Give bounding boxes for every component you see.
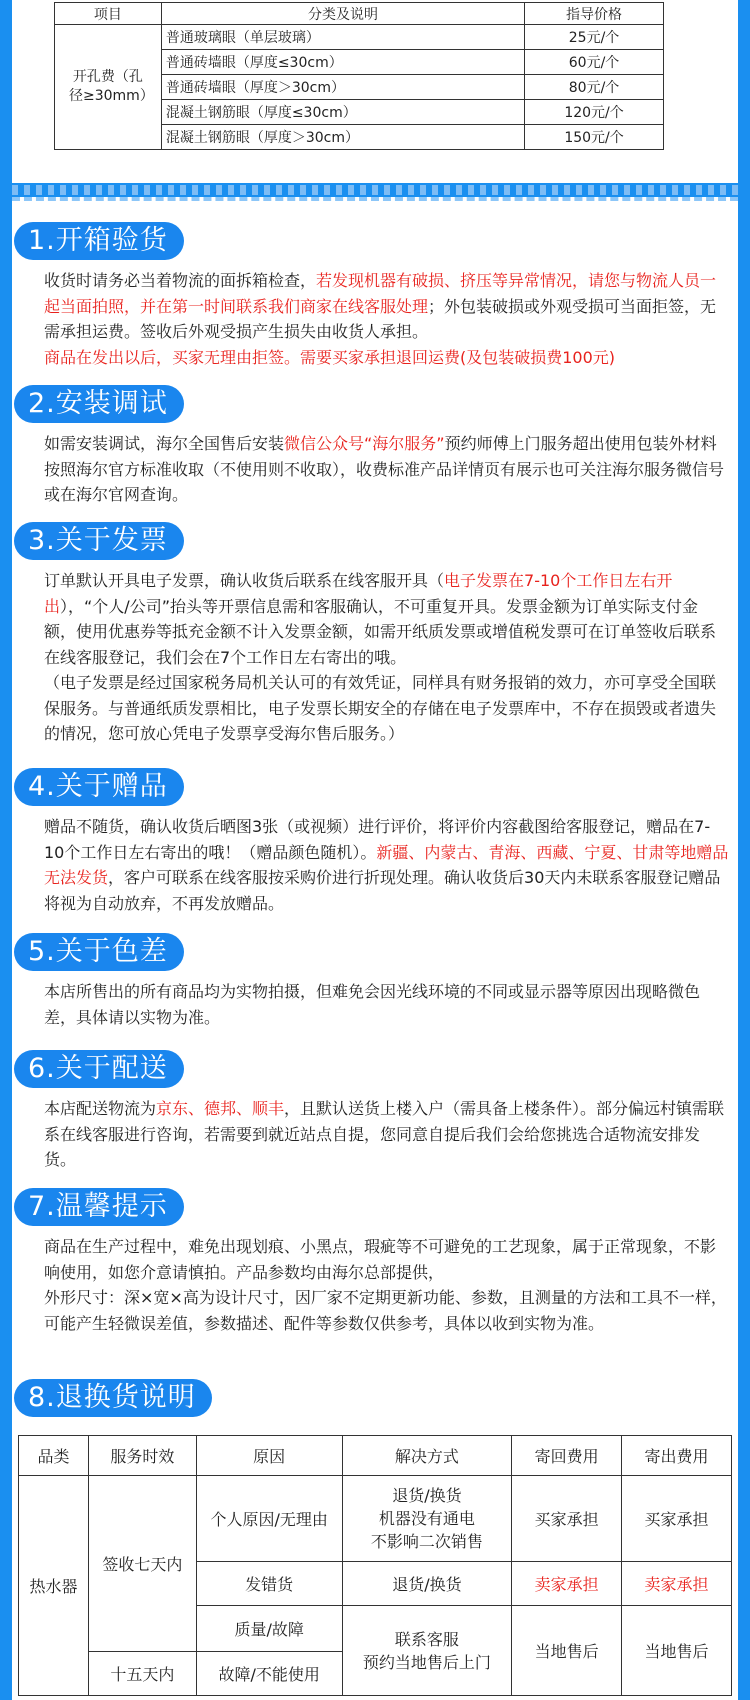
fee-price: 120元/个 xyxy=(525,100,664,125)
fee-header-desc: 分类及说明 xyxy=(161,3,524,25)
fee-price: 80元/个 xyxy=(525,75,664,100)
return-header: 品类 xyxy=(19,1436,89,1476)
return-back-fee: 当地售后 xyxy=(512,1606,622,1696)
return-header: 寄回费用 xyxy=(512,1436,622,1476)
section-text: 如需安装调试，海尔全国售后安装微信公众号“海尔服务”预约师傅上门服务超出使用包装外材料按照海尔官方标准收取（不使用则不收取），收费标准产品详情页有展示也可关注海尔服务微信号或在海尔官网查询。 xyxy=(44,434,725,504)
section-title: 1.开箱验货 xyxy=(14,222,184,260)
section-text: 本店所售出的所有商品均为实物拍摄，但难免会因光线环境的不同或显示器等原因出现略微色差，具体请以实物为准。 xyxy=(44,982,701,1027)
section-text: 商品在生产过程中，难免出现划痕、小黑点，瑕疵等不可避免的工艺现象，属于正常现象，不影响使用，如您介意请慎拍。产品参数均由海尔总部提供， 外形尺寸：深×宽×高为设计尺寸，因厂家不定期更新功能、参数，且测量的方法和工具不一样，可能产生轻微误差值，参数描述、配件等参数仅供参考，具体以收到实物为准。 xyxy=(44,1237,727,1333)
section-title: 8.退换货说明 xyxy=(14,1379,212,1417)
section-installation xyxy=(14,385,725,508)
dotted-divider xyxy=(12,185,738,195)
fee-desc: 普通砖墙眼（厚度＞30cm） xyxy=(161,75,524,100)
return-solution: 退货/换货 机器没有通电 不影响二次销售 xyxy=(342,1476,512,1562)
return-out-fee: 卖家承担 xyxy=(622,1562,732,1606)
return-reason: 质量/故障 xyxy=(196,1606,342,1652)
section-tips xyxy=(14,1188,727,1336)
section-title: 5.关于色差 xyxy=(14,933,184,971)
fee-price: 150元/个 xyxy=(525,125,664,150)
fee-item-label: 开孔费（孔径≥30mm） xyxy=(55,25,162,150)
fee-price: 60元/个 xyxy=(525,50,664,75)
fee-panel xyxy=(12,0,738,183)
return-reason: 发错货 xyxy=(196,1562,342,1606)
section-text: 收货时请务必当着物流的面拆箱检查，若发现机器有破损、挤压等异常情况，请您与物流人员一起当面拍照，并在第一时间联系我们商家在线客服处理；外包装破损或外观受损可当面拒签，无需承担运费。签收后外观受损产生损失由收货人承担。 商品在发出以后，买家无理由拒签。需要买家承担退回运费(及包装破损费100元) xyxy=(44,271,717,367)
return-reason: 故障/不能使用 xyxy=(196,1652,342,1696)
return-back-fee: 买家承担 xyxy=(512,1476,622,1562)
section-title: 6.关于配送 xyxy=(14,1050,184,1088)
fee-desc: 普通砖墙眼（厚度≤30cm） xyxy=(161,50,524,75)
return-out-fee: 当地售后 xyxy=(622,1606,732,1696)
section-returns xyxy=(14,1379,714,1417)
section-title: 3.关于发票 xyxy=(14,522,184,560)
section-color xyxy=(14,933,714,1030)
section-text: 订单默认开具电子发票，确认收货后联系在线客服开具（电子发票在7-10个工作日左右开出），“个人/公司”抬头等开票信息需和客服确认，不可重复开具。发票金额为订单实际支付金额，使用优惠券等抵充金额不计入发票金额，如需开纸质发票或增值税发票可在订单签收后联系在线客服登记，我们会在7个工作日左右寄出的哦。 （电子发票是经过国家税务局机关认可的有效凭证，同样具有财务报销的效力，亦可享受全国联保服务。与普通纸质发票相比，电子发票长期安全的存储在电子发票库中，不存在损毁或者遗失的情况，您可放心凭电子发票享受海尔售后服务。） xyxy=(44,571,717,743)
return-solution: 退货/换货 xyxy=(342,1562,512,1606)
section-title: 4.关于赠品 xyxy=(14,768,184,806)
fee-desc: 混凝土钢筋眼（厚度≤30cm） xyxy=(161,100,524,125)
fee-desc: 普通玻璃眼（单层玻璃） xyxy=(161,25,524,50)
fee-header-item: 项目 xyxy=(55,3,162,25)
return-category: 热水器 xyxy=(19,1476,89,1696)
section-delivery xyxy=(14,1050,725,1173)
section-gifts xyxy=(14,768,729,916)
return-solution: 联系客服 预约当地售后上门 xyxy=(342,1606,512,1696)
fee-table xyxy=(54,2,664,150)
return-period: 签收七天内 xyxy=(88,1476,196,1652)
section-title: 7.温馨提示 xyxy=(14,1188,184,1226)
fee-header-price: 指导价格 xyxy=(525,3,664,25)
fee-desc: 混凝土钢筋眼（厚度＞30cm） xyxy=(161,125,524,150)
section-unboxing xyxy=(14,222,717,370)
section-text: 赠品不随货，确认收货后晒图3张（或视频）进行评价，将评价内容截图给客服登记，赠品在7-10个工作日左右寄出的哦！（赠品颜色随机）。新疆、内蒙古、青海、西藏、宁夏、甘肃等地赠品无法发货，客户可联系在线客服按采购价进行折现处理。确认收货后30天内未联系客服登记赠品将视为自动放弃，不再发放赠品。 xyxy=(44,817,729,913)
return-table xyxy=(18,1435,732,1696)
section-title: 2.安装调试 xyxy=(14,385,184,423)
section-invoice xyxy=(14,522,717,747)
return-header: 解决方式 xyxy=(342,1436,512,1476)
return-header: 原因 xyxy=(196,1436,342,1476)
return-reason: 个人原因/无理由 xyxy=(196,1476,342,1562)
return-header: 寄出费用 xyxy=(622,1436,732,1476)
return-header: 服务时效 xyxy=(88,1436,196,1476)
return-out-fee: 买家承担 xyxy=(622,1476,732,1562)
section-text: 本店配送物流为京东、德邦、顺丰，且默认送货上楼入户（需具备上楼条件）。部分偏远村镇需联系在线客服进行咨询，若需要到就近站点自提，您同意自提后我们会给您挑选合适物流安排发货。 xyxy=(44,1099,725,1169)
return-period: 十五天内 xyxy=(88,1652,196,1696)
fee-price: 25元/个 xyxy=(525,25,664,50)
return-back-fee: 卖家承担 xyxy=(512,1562,622,1606)
